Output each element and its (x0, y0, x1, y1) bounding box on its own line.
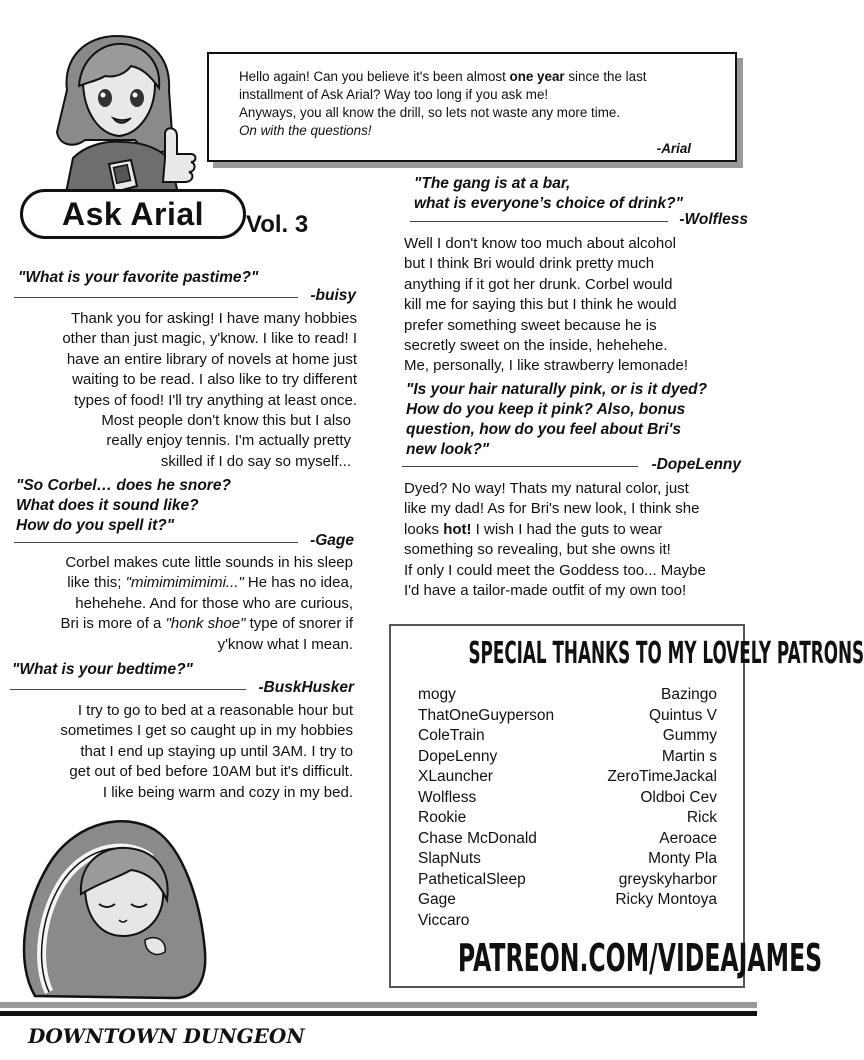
patron-name: DopeLenny (418, 747, 498, 765)
patrons-title: SPECIAL THANKS TO MY LOVELY PATRONS (468, 636, 864, 671)
question-5-answer: Dyed? No way! Thats my natural color, just like my dad! As for Bri's new look, I think she looks hot! I wish I had the guts to wear something so revealing, but she owns it! If only I could meet the Goddess too... Maybe I'd have a tailor-made outfit of my own too! (404, 480, 706, 600)
patron-name: Chase McDonald (418, 829, 537, 847)
volume-label: Vol. 3 (246, 211, 309, 238)
footer-divider-black (0, 1011, 757, 1016)
patron-name: Quintus V (648, 706, 717, 724)
question-5-text: "Is your hair naturally pink, or is it dyed? How do you keep it pink? Also, bonus question, how do you feel about Bri's new look?" (406, 381, 708, 458)
question-3-divider (10, 689, 246, 690)
footer-brand: DOWNTOWN DUNGEON (28, 1024, 305, 1048)
intro-message-box (207, 52, 737, 162)
sleeping-arial-illustration (5, 812, 215, 1002)
question-2-answer: Corbel makes cute little sounds in his sleep like this; "mimimimimimi..." He has no idea, hehehehe. And for those who are curious, Bri is more of a "honk shoe" type of snorer if y'know what I mean. (60, 554, 353, 653)
question-4-asker: -Wolfless (679, 211, 748, 228)
patreon-url: PATREON.COM/VIDEAJAMES (457, 936, 823, 980)
intro-signature: -Arial (656, 141, 691, 156)
patron-name: Gage (418, 891, 456, 908)
patron-name: mogy (418, 686, 456, 703)
question-4-text: "The gang is at a bar, what is everyone’s choice of drink?" (414, 175, 683, 212)
patron-name: Gummy (662, 727, 717, 744)
patron-name: Viccaro (418, 911, 470, 929)
page-title: Ask Arial (20, 189, 246, 239)
patron-name: Monty Pla (648, 850, 717, 867)
question-4-answer: Well I don't know too much about alcohol but I think Bri would drink pretty much anything if it got her drunk. Corbel would kill me for saying this but I think he would prefer something sweet because he is secretly sweet on the inside, hehehehe. Me, personally, I like strawberry lemonade! (404, 235, 689, 375)
question-5-divider (402, 466, 638, 467)
question-3-text: "What is your bedtime?" (12, 661, 193, 678)
question-2-text: "So Corbel… does he snore? What does it sound like? How do you spell it?" (16, 477, 231, 534)
question-2-asker: -Gage (310, 532, 354, 549)
intro-line-3: Anyways, you all know the drill, so lets not waste any more time. (239, 105, 621, 120)
question-1-text: "What is your favorite pastime?" (18, 269, 259, 286)
patron-name: Bazingo (660, 686, 717, 703)
patron-name: ColeTrain (418, 727, 485, 744)
patron-name: greyskyharbor (618, 870, 717, 888)
patron-name: ThatOneGuyperson (418, 706, 555, 724)
patrons-right-column (607, 685, 717, 911)
arial-character-illustration (45, 28, 205, 198)
question-1-divider (14, 297, 298, 298)
patron-name: PatheticalSleep (418, 870, 526, 888)
patron-name: Aeroace (659, 829, 717, 847)
question-5-asker: -DopeLenny (651, 456, 741, 473)
patron-name: SlapNuts (418, 850, 481, 867)
question-1-asker: -buisy (310, 287, 356, 304)
patron-name: Rick (686, 809, 717, 826)
intro-line-4: On with the questions! (239, 123, 372, 138)
patrons-left-column (418, 685, 554, 931)
patron-name: Martin s (661, 747, 717, 765)
patron-name: Ricky Montoya (615, 891, 717, 908)
patrons-box (389, 624, 864, 988)
patron-name: Wolfless (418, 788, 477, 806)
question-1-answer: Thank you for asking! I have many hobbies other than just magic, y'know. I like to read! I have an entire library of novels at home just waiting to be read. I also like to try different types of food! I'll try anything at least once. Most people don't know this but I also really enjoy tennis. I'm actually pretty skilled if I do say so myself... (62, 310, 357, 470)
patron-name: Rookie (418, 809, 467, 826)
question-3-asker: -BuskHusker (258, 679, 354, 696)
intro-line-2: installment of Ask Arial? Way too long if you ask me! (239, 87, 549, 102)
patron-name: Oldboi Cev (640, 788, 717, 806)
footer-divider-gray (0, 1002, 757, 1008)
question-4-divider (410, 221, 668, 222)
patron-name: ZeroTimeJackal (607, 768, 717, 785)
question-2-divider (14, 542, 298, 543)
intro-line-1: Hello again! Can you believe it's been almost one year since the last (239, 69, 647, 84)
question-3-answer: I try to go to bed at a reasonable hour but sometimes I get so caught up in my hobbies that I end up staying up until 3AM. I try to get out of bed before 10AM but it's difficult. I like being warm and cozy in my bed. (60, 702, 353, 801)
patron-name: XLauncher (418, 768, 493, 785)
